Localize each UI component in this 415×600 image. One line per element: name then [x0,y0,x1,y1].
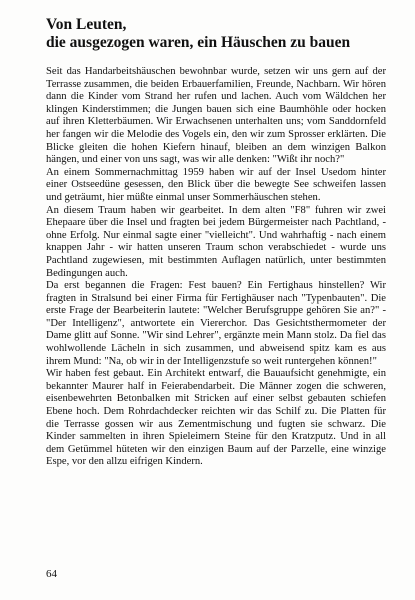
chapter-heading-line-2: die ausgezogen waren, ein Häuschen zu bauen [46,34,351,51]
chapter-heading [46,16,386,52]
paragraph-1: Seit das Handarbeitshäuschen bewohnbar wurde, setzen wir uns gern auf der Terrasse zusammen, die beiden Erbauerfamilien, Freunde, Nachbarn. Wir hören dann die Kinder vom Strand her rufen und lachen. Auch vom Wäldchen her klingen Kinderstimmen; die Jungen bauen sich eine Baumhöhle oder hocken auf ihren Kletterbäumen. Wir Erwachsenen unterhalten uns; vom Sanddornfeld her fangen wir die Melodie des Vogels ein, den wir zum Sprosser erklärten. Die Blicke gleiten die hohen Kiefern hinauf, bleiben an dem winzigen Balkon hängen, und einer von uns sagt, was wir alle denken: "Wißt ihr noch?" [46,66,386,166]
paragraph-4: Da erst begannen die Fragen: Fest bauen? Ein Fertighaus hinstellen? Wir fragten in Stralsund bei einer Firma für Fertighäuser nach "Typenbauten". Die erste Frage der Bearbeiterin lautete: "Welcher Berufsgruppe gehören Sie an?" - "Der Intelligenz", antwortete ein Viererchor. Das Gesichtsthermometer der Dame glitt auf Sonne. "Wir sind Lehrer", ergänzte mein Mann stolz. Da fiel das wohlwollende Lächeln in sich zusammen, und abweisend spitz kam es aus ihrem Mund: "Na, ob wir in der Intelligenzstufe so weit runtergehen können!" [46,280,386,367]
body-text [46,66,386,469]
chapter-heading-line-1: Von Leuten, [46,16,127,33]
paragraph-5: Wir haben fest gebaut. Ein Architekt entwarf, die Bauaufsicht genehmigte, ein bekannter Maurer half in Feierabendarbeit. Die Männer zogen die schweren, eisenbewehrten Betonbalken mit Stricken auf einer selbst gebauten schiefen Ebene hoch. Dem Rohrdachdecker reichten wir das Schilf zu. Die Platten für die Terrasse gossen wir aus Zementmischung und fugten sie schwarz. Die Kinder sammelten in ihren Spieleimern Steine für den Kratzputz. Und in all dem Getümmel hüteten wir den einzigen Baum auf der Parzelle, eine winzige Espe, vor den allzu eifrigen Kindern. [46,368,386,468]
paragraph-2: An einem Sommernachmittag 1959 haben wir auf der Insel Usedom hinter einer Ostseedüne gesessen, den Blick über die bewegte See schweifen lassen und geträumt, hier müßte einmal unser Sommerhäuschen stehen. [46,166,386,203]
page-number: 64 [46,568,57,580]
paragraph-3: An diesem Traum haben wir gearbeitet. In dem alten "F8" fuhren wir zwei Ehepaare über die Insel und fragten bei jedem Bürgermeister nach Pachtland, - ohne Erfolg. Nur einmal sagte einer "vielleicht". Und wahrhaftig - nach einem knappen Jahr - wir hatten unseren Traum schon verabschiedet - wurde uns Pachtland zugewiesen, mit bestimmten Auflagen natürlich, unter bestimmten Bedingungen auch. [46,204,386,279]
